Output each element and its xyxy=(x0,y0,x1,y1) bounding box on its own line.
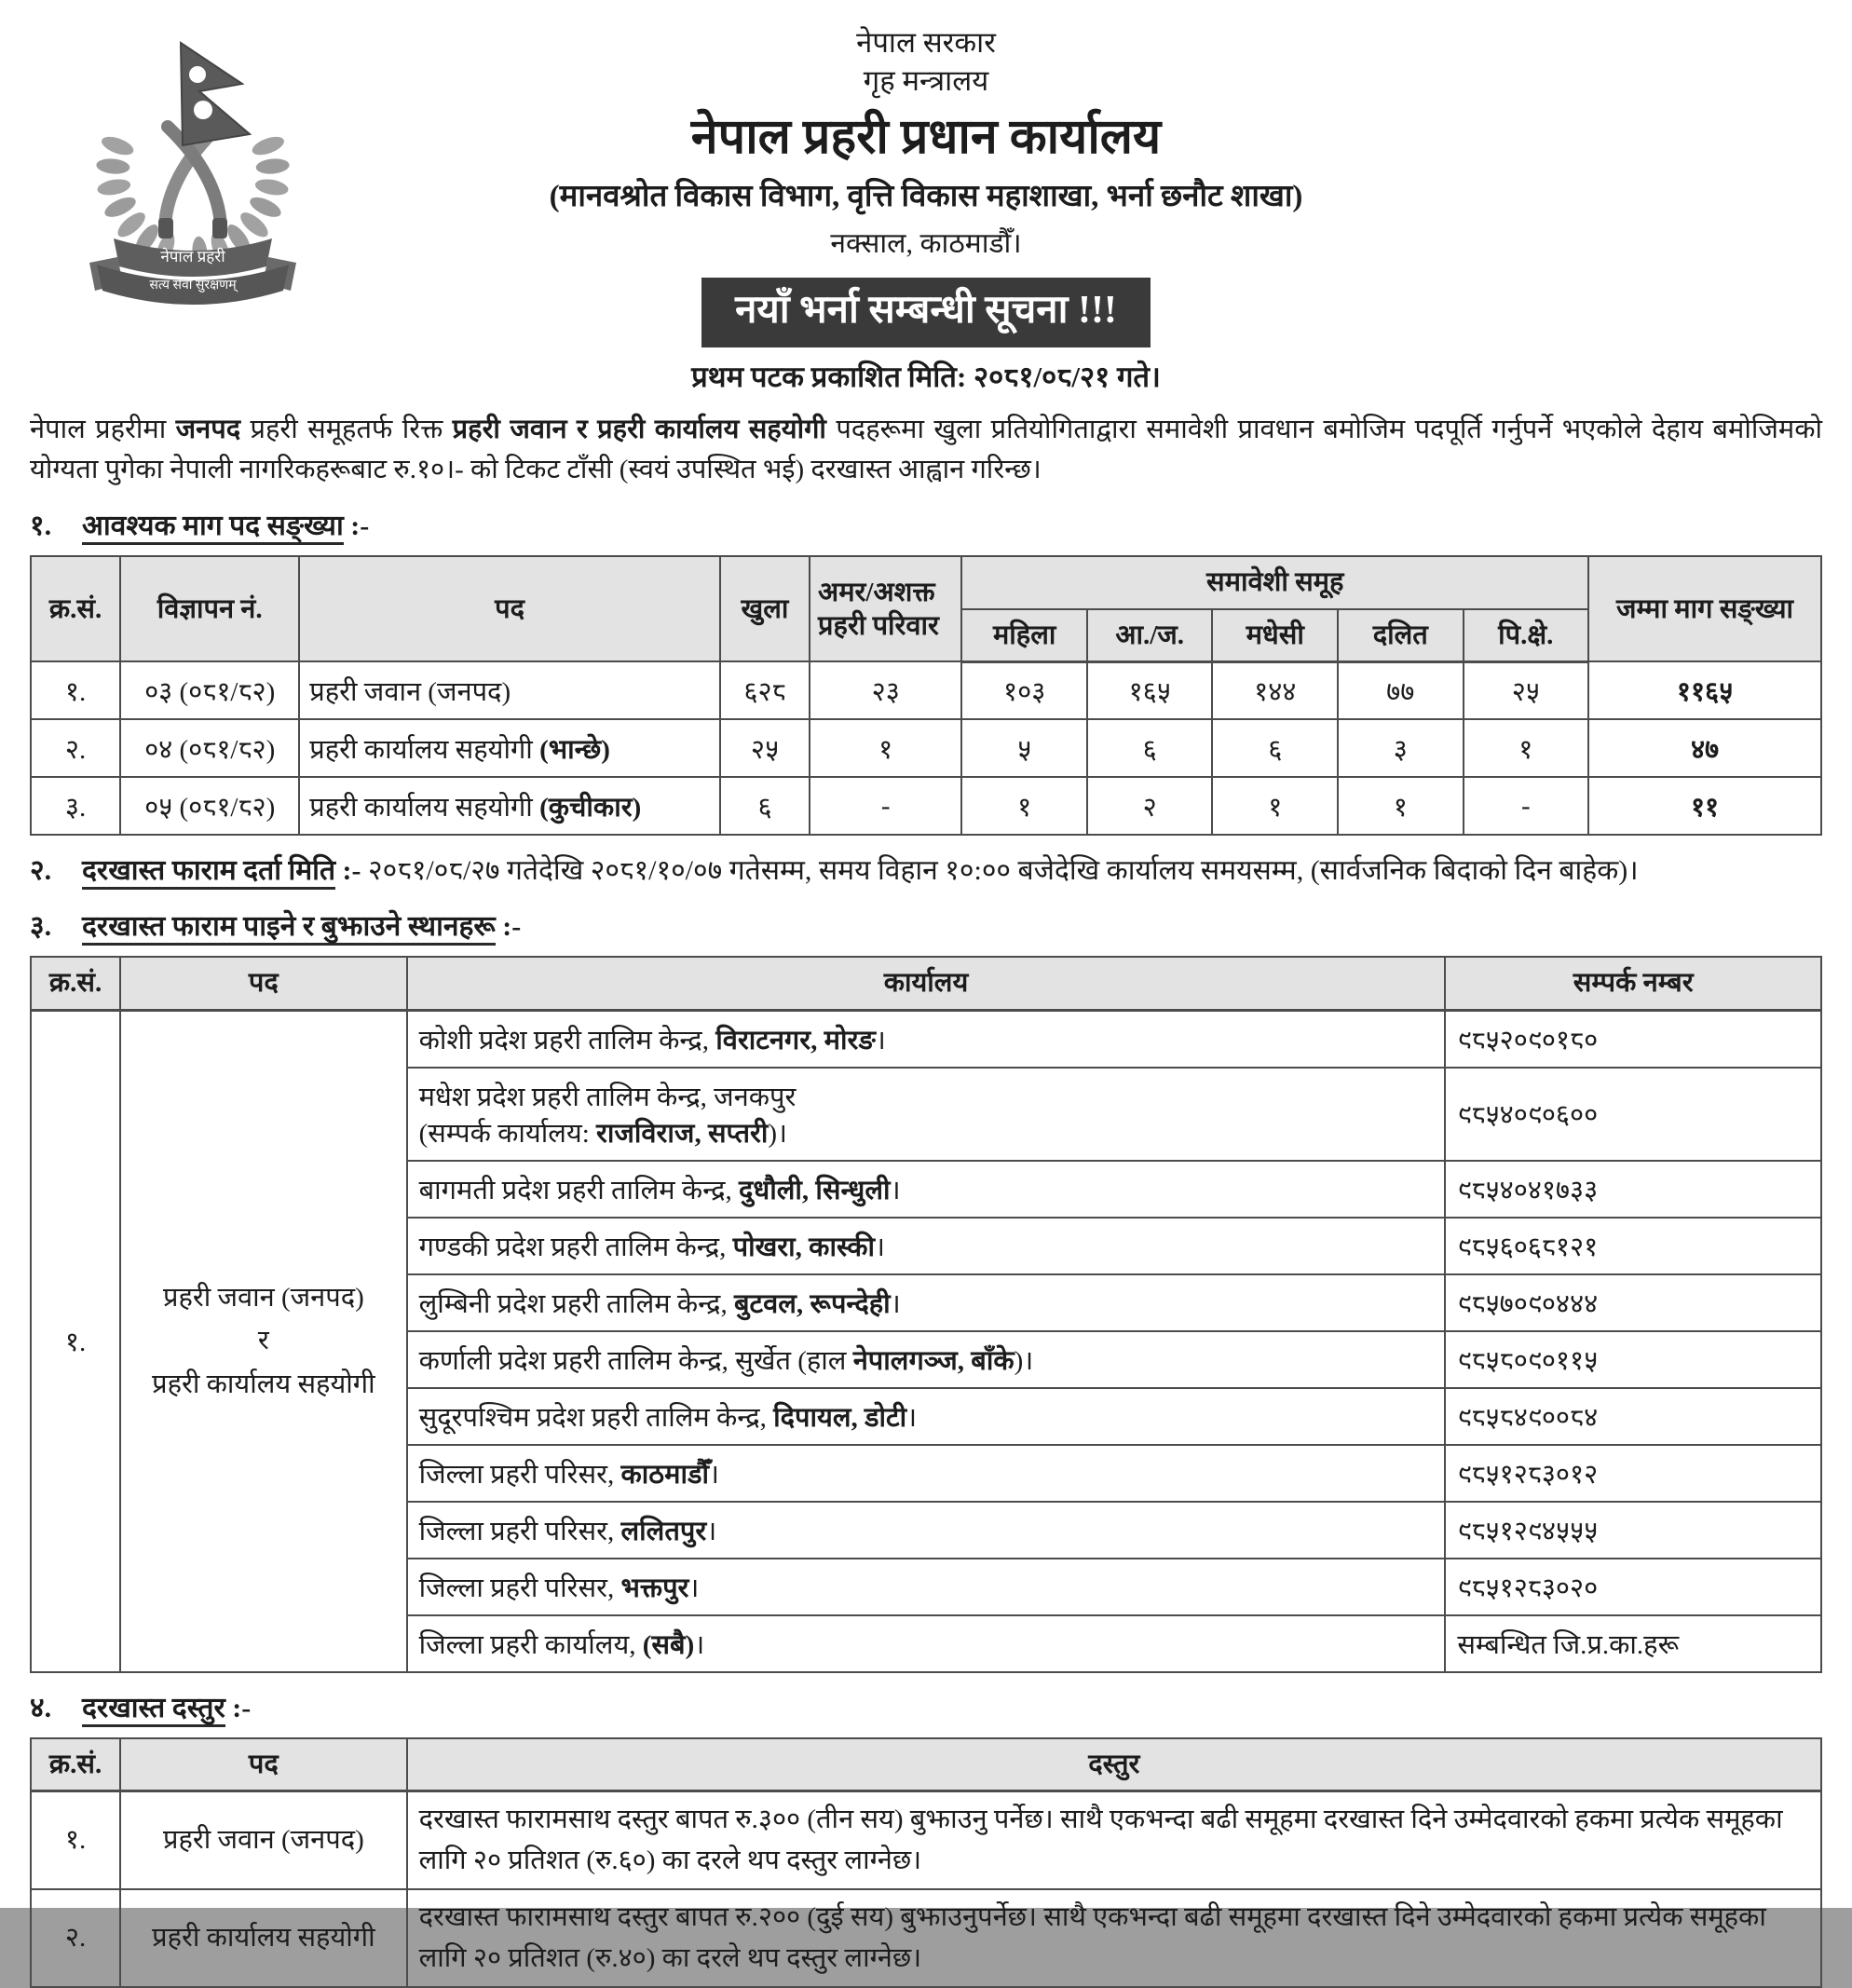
open-count-cell: ६ xyxy=(720,777,810,835)
sn-cell: २. xyxy=(31,1889,120,1987)
inclusive-count-cell-0: १०३ xyxy=(961,661,1087,719)
notice-banner: नयाँ भर्ना सम्बन्धी सूचना !!! xyxy=(701,278,1151,347)
fee-text-cell: दरखास्त फारामसाथ दस्तुर बापत रु.३०० (तीन सय) बुझाउनु पर्नेछ। साथै एकभन्दा बढी समूहमा दरखास्त दिने उम्मेदवारको हकमा प्रत्येक समूहका लागि २० प्रतिशत (रु.६०) का दरले थप दस्तुर लाग्नेछ। xyxy=(407,1791,1821,1890)
col-header-madhesi: मधेसी xyxy=(1212,609,1338,662)
advt-no-cell: ०५ (०८१/८२) xyxy=(120,777,299,835)
office-cell: कोशी प्रदेश प्रहरी तालिम केन्द्र, विराटनगर, मोरङ। xyxy=(407,1010,1446,1068)
nepal-flag-icon xyxy=(181,43,250,145)
office-cell: सुदूरपश्चिम प्रदेश प्रहरी तालिम केन्द्र, दिपायल, डोटी। xyxy=(407,1388,1446,1445)
inclusive-count-cell-0: १ xyxy=(961,777,1087,835)
post-group-cell: प्रहरी जवान (जनपद) र प्रहरी कार्यालय सहयोगी xyxy=(120,1010,407,1672)
demand-row xyxy=(31,719,1821,777)
col-header-backward-area: पि.क्षे. xyxy=(1464,609,1589,662)
col-header-contact: सम्पर्क नम्बर xyxy=(1445,957,1821,1010)
col-header-sn: क्र.सं. xyxy=(31,957,120,1010)
sn-cell: २. xyxy=(31,719,120,777)
registration-date-text: २०८१/०८/२७ गतेदेखि २०८१/१०/०७ गतेसम्म, समय विहान १०:०० बजेदेखि कार्यालय समयसम्म, (सार्वजनिक बिदाको दिन बाहेक)। xyxy=(368,855,1639,887)
office-cell: मधेश प्रदेश प्रहरी तालिम केन्द्र, जनकपुर (सम्पर्क कार्यालय: राजविराज, सप्तरी)। xyxy=(407,1068,1446,1161)
fee-row xyxy=(31,1791,1821,1890)
inclusive-count-cell-1: २ xyxy=(1087,777,1213,835)
demand-row xyxy=(31,661,1821,719)
advt-no-cell: ०३ (०८१/८२) xyxy=(120,661,299,719)
contact-number-cell: ९८५४०९०६०० xyxy=(1445,1068,1821,1161)
sn-cell: १. xyxy=(31,1791,120,1890)
contact-number-cell: ९८५८०९०११५ xyxy=(1445,1331,1821,1388)
col-header-sn: क्र.सं. xyxy=(31,1738,120,1791)
post-cell: प्रहरी कार्यालय सहयोगी xyxy=(120,1889,407,1987)
office-cell: लुम्बिनी प्रदेश प्रहरी तालिम केन्द्र, बुटवल, रूपन्देही। xyxy=(407,1274,1446,1331)
advt-no-cell: ०४ (०८१/८२) xyxy=(120,719,299,777)
section-4-heading: ४. दरखास्त दस्तुर :- xyxy=(30,1688,1822,1729)
section-number: ३. xyxy=(30,910,52,942)
office-cell: जिल्ला प्रहरी कार्यालय, (सबै)। xyxy=(407,1615,1446,1672)
contact-number-cell: ९८५६०६८१२१ xyxy=(1445,1218,1821,1274)
section-1-heading: १. आवश्यक माग पद सङ्ख्या :- xyxy=(30,506,1822,547)
inclusive-count-cell-2: १४४ xyxy=(1212,661,1338,719)
col-header-post: पद xyxy=(299,556,720,661)
address-line: नक्साल, काठमाडौँ। xyxy=(830,227,1022,259)
contact-number-cell: ९८५१२८३०१२ xyxy=(1445,1445,1821,1502)
total-count-cell: ११६५ xyxy=(1588,661,1821,719)
government-line: नेपाल सरकार xyxy=(856,26,996,59)
section-title: दरखास्त दस्तुर xyxy=(82,1693,225,1727)
section-title: दरखास्त फाराम दर्ता मिति xyxy=(82,855,335,890)
inclusive-count-cell-2: १ xyxy=(1212,777,1338,835)
inclusive-count-cell-1: १६५ xyxy=(1087,661,1213,719)
sn-cell: १. xyxy=(31,1010,120,1672)
section-number: २. xyxy=(30,855,52,887)
application-fee-table xyxy=(30,1737,1822,1988)
contact-number-cell: ९८५८४९००८४ xyxy=(1445,1388,1821,1445)
section-title: दरखास्त फाराम पाइने र बुझाउने स्थानहरू xyxy=(82,911,496,946)
section-number: ४. xyxy=(30,1692,52,1723)
contact-number-cell: ९८५१२८३०२० xyxy=(1445,1559,1821,1615)
inclusive-count-cell-4: २५ xyxy=(1464,661,1589,719)
published-date-line: प्रथम पटक प्रकाशित मिति: २०८१/०८/२१ गते। xyxy=(691,361,1161,394)
fee-row xyxy=(31,1889,1821,1987)
col-header-total: जम्मा माग सङ्ख्या xyxy=(1588,556,1821,661)
nepal-police-emblem xyxy=(76,35,309,298)
total-count-cell: ११ xyxy=(1588,777,1821,835)
martyr-family-count-cell: - xyxy=(810,777,961,835)
col-header-open: खुला xyxy=(720,556,810,661)
total-count-cell: ४७ xyxy=(1588,719,1821,777)
contact-number-cell: ९८५७०९०४४४ xyxy=(1445,1274,1821,1331)
section-3-heading: ३. दरखास्त फाराम पाइने र बुझाउने स्थानहरू :- xyxy=(30,906,1822,947)
places-table-body xyxy=(31,1010,1821,1672)
ribbon-banners xyxy=(89,238,296,305)
office-cell: जिल्ला प्रहरी परिसर, ललितपुर। xyxy=(407,1502,1446,1559)
contact-number-cell: ९८५२०९०१८० xyxy=(1445,1010,1821,1068)
open-count-cell: ६२८ xyxy=(720,661,810,719)
col-header-post: पद xyxy=(120,957,407,1010)
inclusive-count-cell-3: १ xyxy=(1338,777,1464,835)
inclusive-count-cell-0: ५ xyxy=(961,719,1087,777)
inclusive-count-cell-4: १ xyxy=(1464,719,1589,777)
contact-number-cell: सम्बन्धित जि.प्र.का.हरू xyxy=(1445,1615,1821,1672)
col-header-indigenous: आ./ज. xyxy=(1087,609,1213,662)
post-cell: प्रहरी जवान (जनपद) xyxy=(120,1791,407,1890)
section-number: १. xyxy=(30,510,52,541)
sn-cell: १. xyxy=(31,661,120,719)
col-header-advt: विज्ञापन नं. xyxy=(120,556,299,661)
col-header-fee: दस्तुर xyxy=(407,1738,1821,1791)
inclusive-count-cell-2: ६ xyxy=(1212,719,1338,777)
section-title: आवश्यक माग पद सङ्ख्या xyxy=(82,511,344,545)
martyr-family-count-cell: १ xyxy=(810,719,961,777)
fee-text-cell: दरखास्त फारामसाथ दस्तुर बापत रु.२०० (दुई सय) बुझाउनुपर्नेछ। साथै एकभन्दा बढी समूहमा दरखास्त दिने उम्मेदवारको हकमा प्रत्येक समूहका लागि २० प्रतिशत (रु.४०) का दरले थप दस्तुर लाग्नेछ। xyxy=(407,1889,1821,1987)
office-cell: बागमती प्रदेश प्रहरी तालिम केन्द्र, दुधौली, सिन्धुली। xyxy=(407,1161,1446,1218)
col-header-post: पद xyxy=(120,1738,407,1791)
inclusive-count-cell-3: ७७ xyxy=(1338,661,1464,719)
sn-cell: ३. xyxy=(31,777,120,835)
inclusive-count-cell-1: ६ xyxy=(1087,719,1213,777)
office-cell: कर्णाली प्रदेश प्रहरी तालिम केन्द्र, सुर्खेत (हाल नेपालगञ्ज, बाँके)। xyxy=(407,1331,1446,1388)
demand-row xyxy=(31,777,1821,835)
ribbon-bottom-text: सत्य सेवा सुरक्षणम् xyxy=(149,279,237,293)
inclusive-count-cell-3: ३ xyxy=(1338,719,1464,777)
col-header-inclusive-group: समावेशी समूह xyxy=(961,556,1588,608)
ministry-line: गृह मन्त्रालय xyxy=(863,63,989,97)
col-header-dalit: दलित xyxy=(1338,609,1464,662)
demand-positions-table xyxy=(30,555,1822,836)
contact-number-cell: ९८५१२९४५५५ xyxy=(1445,1502,1821,1559)
office-title: नेपाल प्रहरी प्रधान कार्यालय xyxy=(690,110,1162,164)
col-header-martyr-family: अमर/अशक्त प्रहरी परिवार xyxy=(810,556,961,661)
application-places-table xyxy=(30,956,1822,1672)
office-cell: जिल्ला प्रहरी परिसर, काठमाडौँ। xyxy=(407,1445,1446,1502)
demand-table-body xyxy=(31,661,1821,835)
post-cell: प्रहरी कार्यालय सहयोगी (कुचीकार) xyxy=(299,777,720,835)
department-line: (मानवश्रोत विकास विभाग, वृत्ति विकास महाशाखा, भर्ना छनौट शाखा) xyxy=(549,180,1303,214)
col-header-office: कार्यालय xyxy=(407,957,1446,1010)
inclusive-count-cell-4: - xyxy=(1464,777,1589,835)
contact-number-cell: ९८५४०४१७३३ xyxy=(1445,1161,1821,1218)
intro-paragraph: नेपाल प्रहरीमा जनपद प्रहरी समूहतर्फ रिक्त प्रहरी जवान र प्रहरी कार्यालय सहयोगी पदहरूमा खुला प्रतियोगिताद्वारा समावेशी प्रावधान बमोजिम पदपूर्ति गर्नुपर्ने भएकोले देहाय बमोजिमको योग्यता पुगेका नेपाली नागरिकहरूबाट रु.१०।- को टिकट टाँसी (स्वयं उपस्थित भई) दरखास्त आह्वान गरिन्छ। xyxy=(30,414,1822,485)
fee-table-body xyxy=(31,1791,1821,1988)
col-header-sn: क्र.सं. xyxy=(31,556,120,661)
office-cell: गण्डकी प्रदेश प्रहरी तालिम केन्द्र, पोखरा, कास्की। xyxy=(407,1218,1446,1274)
section-2-heading: २. दरखास्त फाराम दर्ता मिति :- २०८१/०८/२७ गतेदेखि २०८१/१०/०७ गतेसम्म, समय विहान १०:०० बजेदेखि कार्यालय समयसम्म, (सार्वजनिक बिदाको दिन बाहेक)। xyxy=(30,851,1822,892)
col-header-women: महिला xyxy=(961,609,1087,662)
post-cell: प्रहरी कार्यालय सहयोगी (भान्छे) xyxy=(299,719,720,777)
open-count-cell: २५ xyxy=(720,719,810,777)
post-cell: प्रहरी जवान (जनपद) xyxy=(299,661,720,719)
ribbon-top-text: नेपाल प्रहरी xyxy=(160,248,225,266)
office-cell: जिल्ला प्रहरी परिसर, भक्तपुर। xyxy=(407,1559,1446,1615)
place-row xyxy=(31,1010,1821,1068)
martyr-family-count-cell: २३ xyxy=(810,661,961,719)
